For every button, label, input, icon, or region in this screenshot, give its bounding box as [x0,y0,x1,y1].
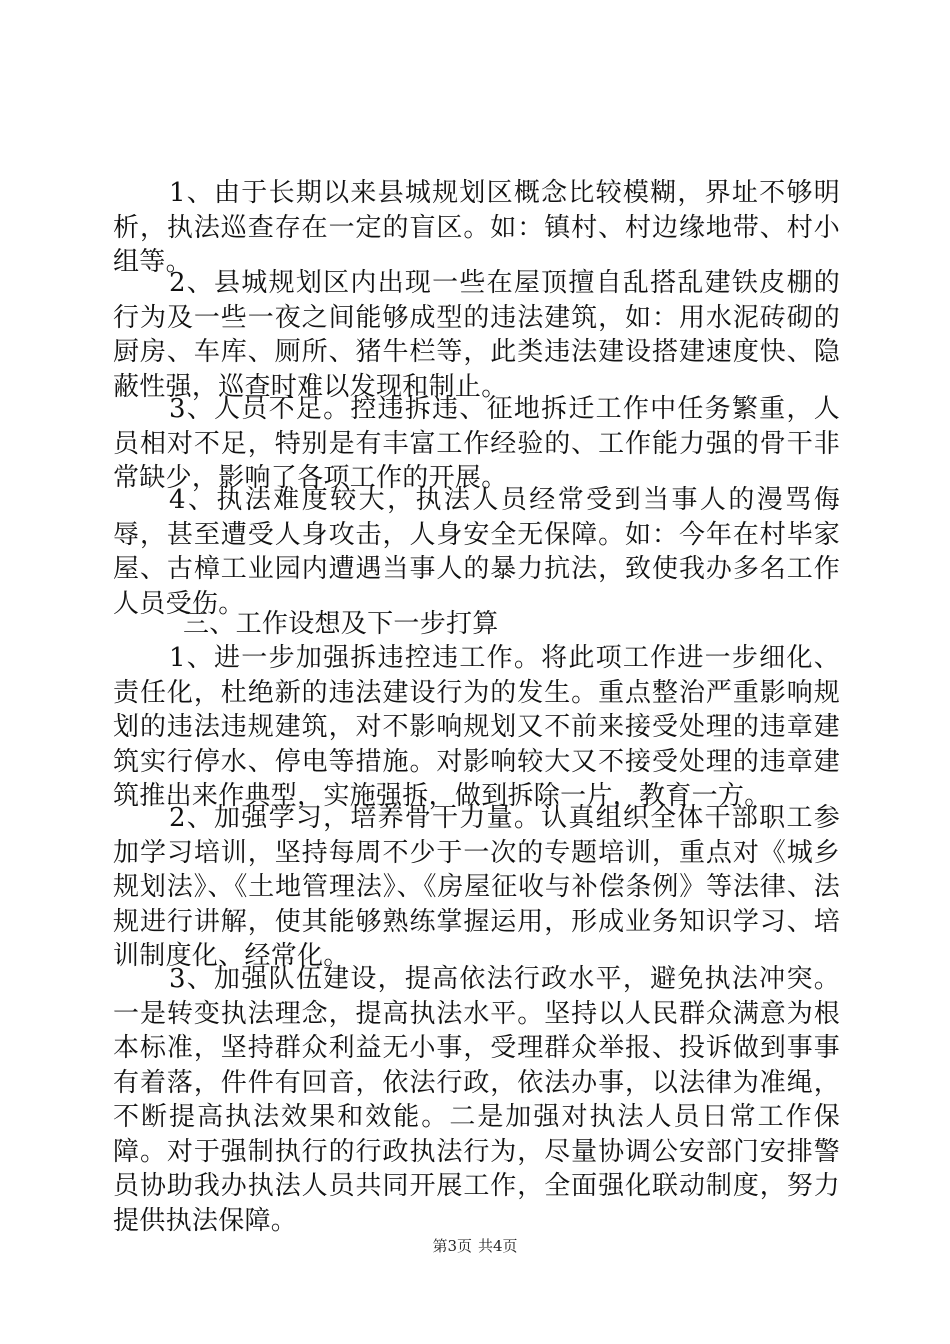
paragraph-plan-2: 2、加强学习，培养骨干力量。认真组织全体干部职工参加学习培训，坚持每周不少于一次的专题培训，重点对《城乡规划法》、《土地管理法》、《房屋征收与补偿条例》等法律、法规进行讲解，使其能够熟练掌握运用，形成业务知识学习、培训制度化、经常化。 [113,803,840,971]
paragraph-plan-3: 3、加强队伍建设，提高依法行政水平，避免执法冲突。一是转变执法理念，提高执法水平。坚持以人民群众满意为根本标准，坚持群众利益无小事，受理群众举报、投诉做到事事有着落，件件有回音，依法行政，依法办事，以法律为准绳，不断提高执法效果和效能。二是加强对执法人员日常工作保障。对于强制执行的行政执法行为，尽量协调公安部门安排警员协助我办执法人员共同开展工作，全面强化联动制度，努力提供执法保障。 [113,964,840,1236]
page-footer [0,1237,950,1255]
paragraph-issue-3: 3、人员不足。控违拆违、征地拆迁工作中任务繁重，人员相对不足，特别是有丰富工作经验的、工作能力强的骨干非常缺少，影响了各项工作的开展。 [113,394,840,493]
paragraph-issue-2: 2、县城规划区内出现一些在屋顶擅自乱搭乱建铁皮棚的行为及一些一夜之间能够成型的违法建筑，如：用水泥砖砌的厨房、车库、厕所、猪牛栏等，此类违法建设搭建速度快、隐蔽性强，巡查时难以发现和制止。 [113,268,840,402]
paragraph-plan-1: 1、进一步加强拆违控违工作。将此项工作进一步细化、责任化，杜绝新的违法建设行为的发生。重点整治严重影响规划的违法违规建筑，对不影响规划又不前来接受处理的违章建筑实行停水、停电等措施。对影响较大又不接受处理的违章建筑推出来作典型，实施强拆，做到拆除一片，教育一方。 [113,643,840,811]
paragraph-issue-4: 4、执法难度较大，执法人员经常受到当事人的漫骂侮辱，甚至遭受人身攻击，人身安全无保障。如：今年在村毕家屋、古樟工业园内遭遇当事人的暴力抗法，致使我办多名工作人员受伤。 [113,485,840,619]
page-number-total: 共4页 [478,1237,518,1255]
paragraph-issue-1: 1、由于长期以来县城规划区概念比较模糊，界址不够明析，执法巡查存在一定的盲区。如：镇村、村边缘地带、村小组等。 [113,178,840,277]
section-heading-plans: 三、工作设想及下一步打算 [183,609,499,639]
page-number-current: 第3页 [432,1237,472,1255]
